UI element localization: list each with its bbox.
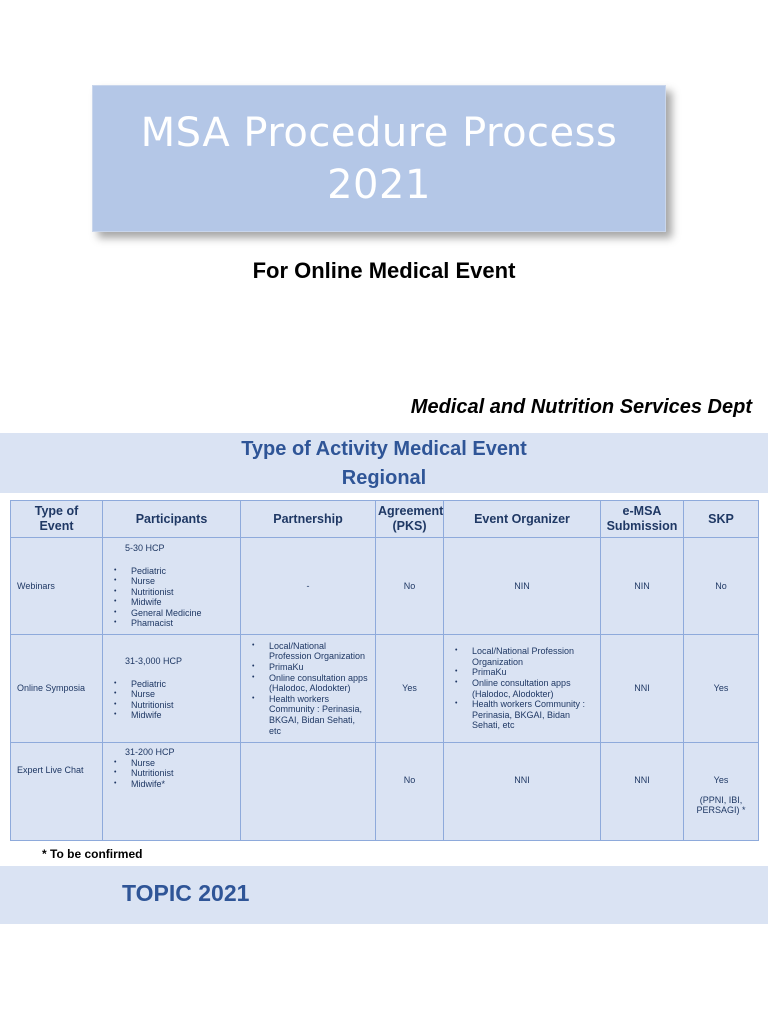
row-partnership: - [241, 538, 376, 635]
list-item: • Pediatric [109, 679, 234, 690]
row-agreement: No [376, 538, 444, 635]
header-type-of-event [11, 501, 103, 538]
row-emsa: NNI [601, 635, 684, 743]
row-hcp: 31-3,000 HCP [125, 656, 183, 667]
list-item: • Nurse [109, 758, 234, 769]
list-item: • Health workers Community : Perinasia, BKGAI, Bidan Sehati, etc [247, 694, 369, 736]
row-emsa: NIN [601, 538, 684, 635]
list-item: • Nutritionist [109, 587, 234, 598]
row-partnership [241, 743, 376, 841]
header-agreement-line-1: Agreement [378, 504, 444, 518]
topic-heading: TOPIC 2021 [122, 880, 250, 906]
list-item: • Nutritionist [109, 768, 234, 779]
row-hcp: 31-200 HCP [125, 747, 175, 757]
row-organizer: NIN [444, 538, 601, 635]
header-skp: SKP [684, 501, 759, 538]
activity-header-line-1: Type of Activity Medical Event [241, 438, 527, 460]
table-row [11, 743, 759, 841]
row-participants [103, 635, 241, 743]
row-agreement: No [376, 743, 444, 841]
table-header-row [11, 501, 759, 538]
header-type-line-2: Event [39, 519, 74, 533]
header-agreement [376, 501, 444, 538]
header-emsa-line-2: Submission [606, 519, 678, 533]
activity-header-line-2: Regional [341, 467, 427, 489]
header-emsa-line-1: e-MSA [622, 504, 662, 518]
row-type: Online Symposia [11, 635, 103, 743]
partnership-list [247, 641, 369, 736]
list-item: • Midwife [109, 597, 234, 608]
row-skp [684, 743, 759, 841]
row-hcp: 5-30 HCP [125, 542, 165, 553]
row-emsa: NNI [601, 743, 684, 841]
activity-header-band [0, 433, 768, 493]
row-skp-value: Yes [713, 775, 729, 785]
activity-table [10, 500, 759, 841]
department-name: Medical and Nutrition Services Dept [410, 396, 752, 418]
list-item: • Local/National Profession Organization [247, 641, 369, 662]
title-box [92, 85, 666, 232]
title-line-1: MSA Procedure Process [140, 109, 618, 156]
row-skp: Yes [684, 635, 759, 743]
participant-list [109, 679, 234, 721]
footnote: * To be confirmed [42, 847, 143, 861]
list-item: • Local/National Profession Organization [450, 646, 594, 667]
header-partnership: Partnership [241, 501, 376, 538]
table-row [11, 635, 759, 743]
list-item: • Midwife* [109, 779, 234, 790]
list-item: • General Medicine [109, 608, 234, 619]
row-organizer [444, 635, 601, 743]
row-skp-note: (PPNI, IBI, PERSAGI) * [696, 794, 746, 816]
table-row [11, 538, 759, 635]
subtitle: For Online Medical Event [252, 258, 516, 283]
list-item: • Online consultation apps (Halodoc, Alodokter) [247, 673, 369, 694]
list-item: • Phamacist [109, 618, 234, 629]
row-organizer: NNI [444, 743, 601, 841]
topic-band [0, 866, 768, 924]
header-event-organizer: Event Organizer [444, 501, 601, 538]
list-item: • Pediatric [109, 566, 234, 577]
row-participants [103, 743, 241, 841]
list-item: • PrimaKu [247, 662, 369, 673]
header-type-line-1: Type of [34, 504, 79, 518]
list-item: • Nurse [109, 689, 234, 700]
organizer-list [450, 646, 594, 731]
list-item: • Nurse [109, 576, 234, 587]
row-skp: No [684, 538, 759, 635]
header-participants: Participants [103, 501, 241, 538]
list-item: • PrimaKu [450, 667, 594, 678]
header-emsa-submission [601, 501, 684, 538]
list-item: • Online consultation apps (Halodoc, Alodokter) [450, 678, 594, 699]
list-item: • Nutritionist [109, 700, 234, 711]
participant-list [109, 758, 234, 790]
header-agreement-line-2: (PKS) [392, 519, 427, 533]
title-line-2: 2021 [327, 161, 431, 208]
participant-list [109, 566, 234, 630]
row-type: Expert Live Chat [11, 743, 103, 841]
row-agreement: Yes [376, 635, 444, 743]
row-type: Webinars [11, 538, 103, 635]
row-partnership [241, 635, 376, 743]
row-participants [103, 538, 241, 635]
list-item: • Health workers Community : Perinasia, BKGAI, Bidan Sehati, etc [450, 699, 594, 731]
list-item: • Midwife [109, 710, 234, 721]
